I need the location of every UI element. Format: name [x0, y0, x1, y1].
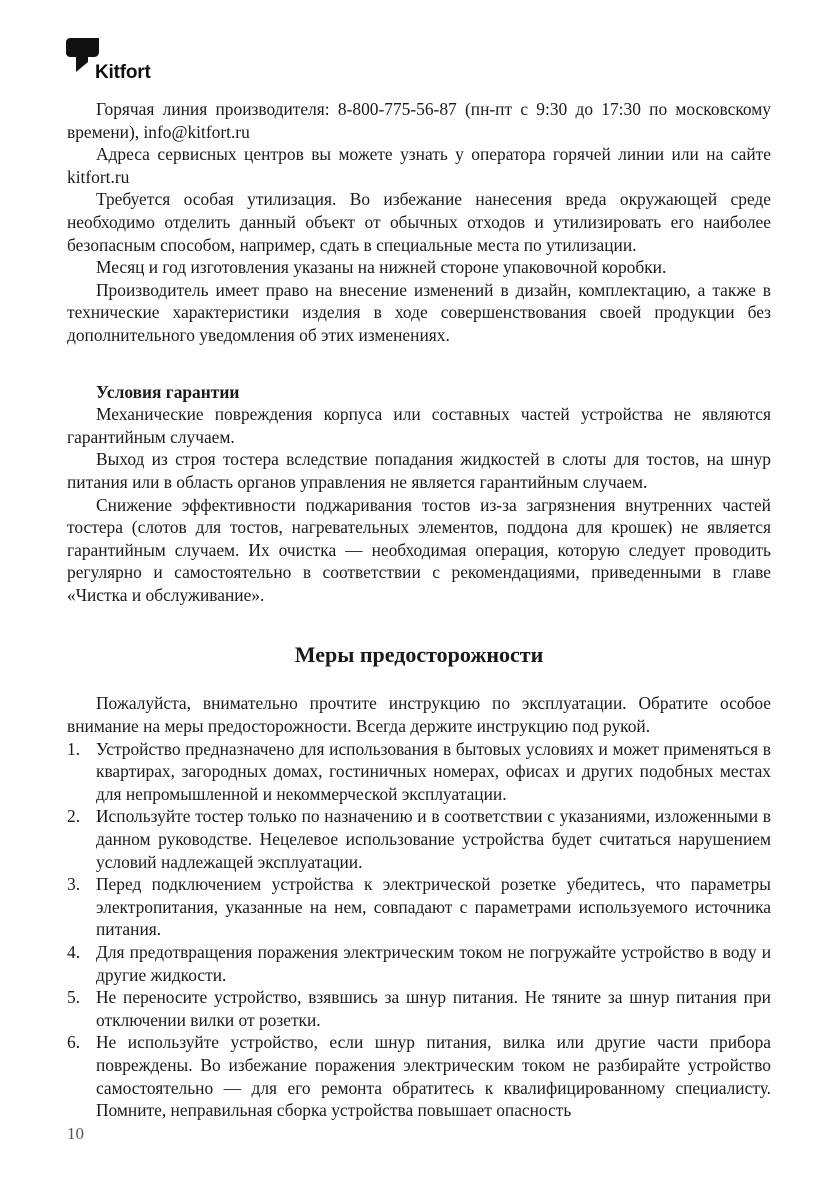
precautions-intro: Пожалуйста, внимательно прочтите инструкцию по эксплуатации. Обратите особое внимание на меры предосторожности. Всегда держите инструкцию под рукой.	[67, 693, 771, 737]
list-item-number: 6.	[67, 1032, 81, 1053]
list-item-number: 3.	[67, 874, 81, 895]
service-centers-paragraph: Адреса сервисных центров вы можете узнать у оператора горячей линии или на сайте kitfort.ru	[67, 144, 771, 187]
warranty-section	[67, 381, 771, 607]
hotline-paragraph: Горячая линия производителя: 8-800-775-56-87 (пн-пт с 9:30 до 17:30 по московскому времени), info@kitfort.ru	[67, 99, 771, 142]
list-item-number: 5.	[67, 987, 81, 1008]
warranty-paragraph: Выход из строя тостера вследствие попадания жидкостей в слоты для тостов, на шнур питания или в область органов управления не является гарантийным случаем.	[67, 449, 771, 492]
brand-name: Kitfort	[95, 62, 151, 83]
page-number: 10	[67, 1124, 84, 1143]
warranty-heading: Условия гарантии	[96, 381, 240, 402]
page-content	[67, 98, 771, 1122]
warranty-paragraph: Снижение эффективности поджаривания тостов из-за загрязнения внутренних частей тостера (слотов для тостов, нагревательных элементов, поддона для крошек) не является гарантийным случаем. Их очистка — необходимая операция, которую следует проводить регулярно и самостоятельно в соответствии с рекомендациями, приведенными в главе «Чистка и обслуживание».	[67, 494, 771, 605]
list-item-number: 2.	[67, 806, 81, 827]
manufacture-date-paragraph: Месяц и год изготовления указаны на нижней стороне упаковочной коробки.	[96, 257, 667, 278]
list-item	[67, 941, 771, 986]
disposal-paragraph: Требуется особая утилизация. Во избежание нанесения вреда окружающей среде необходимо отделить данный объект от обычных отходов и утилизировать его наиболее безопасным способом, например, сдать в специальные места по утилизации.	[67, 189, 771, 255]
list-item-text: Перед подключением устройства к электрической розетке убедитесь, что параметры электропитания, указанные на нем, совпадают с параметрами используемого источника питания.	[96, 874, 771, 940]
list-item-text: Для предотвращения поражения электрическим током не погружайте устройство в воду и другие жидкости.	[96, 942, 771, 985]
precautions-heading: Меры предосторожности	[294, 642, 544, 668]
kitfort-logo	[66, 38, 176, 90]
list-item-text: Используйте тостер только по назначению и в соответствии с указаниями, изложенными в данном руководстве. Нецелевое использование устройства будет считаться нарушением условий надлежащей эксплуатации.	[96, 806, 771, 872]
list-item-text: Не переносите устройство, взявшись за шнур питания. Не тяните за шнур питания при отключении вилки от розетки.	[96, 987, 771, 1030]
list-item	[67, 1031, 771, 1121]
precautions-section	[67, 692, 771, 1121]
list-item	[67, 805, 771, 873]
design-changes-paragraph: Производитель имеет право на внесение изменений в дизайн, комплектацию, а также в технические характеристики изделия в ходе совершенствования своей продукции без дополнительного уведомления об этих изменениях.	[67, 279, 771, 345]
list-item-number: 4.	[67, 942, 81, 962]
list-item	[67, 986, 771, 1031]
list-item-text: Устройство предназначено для использования в бытовых условиях и может применяться в квартирах, загородных домах, гостиничных номерах, офисах и других подобных местах для непромышленной и некоммерческой эксплуатации.	[96, 738, 771, 804]
section-spacer	[67, 347, 771, 381]
list-item	[67, 873, 771, 941]
list-item-text: Не используйте устройство, если шнур питания, вилка или другие части прибора повреждены. Во избежание поражения электрическим током не разбирайте устройство самостоятельно — для его ремонта обратитесь к квалифицированному специалисту. Помните, неправильная сборка устройства повышает опасность	[96, 1032, 771, 1121]
warranty-paragraph: Механические повреждения корпуса или составных частей устройства не являются гарантийным случаем.	[67, 404, 771, 447]
list-item	[67, 738, 771, 806]
list-item-number: 1.	[67, 738, 81, 759]
intro-section	[67, 98, 771, 347]
precautions-list	[67, 738, 771, 1122]
